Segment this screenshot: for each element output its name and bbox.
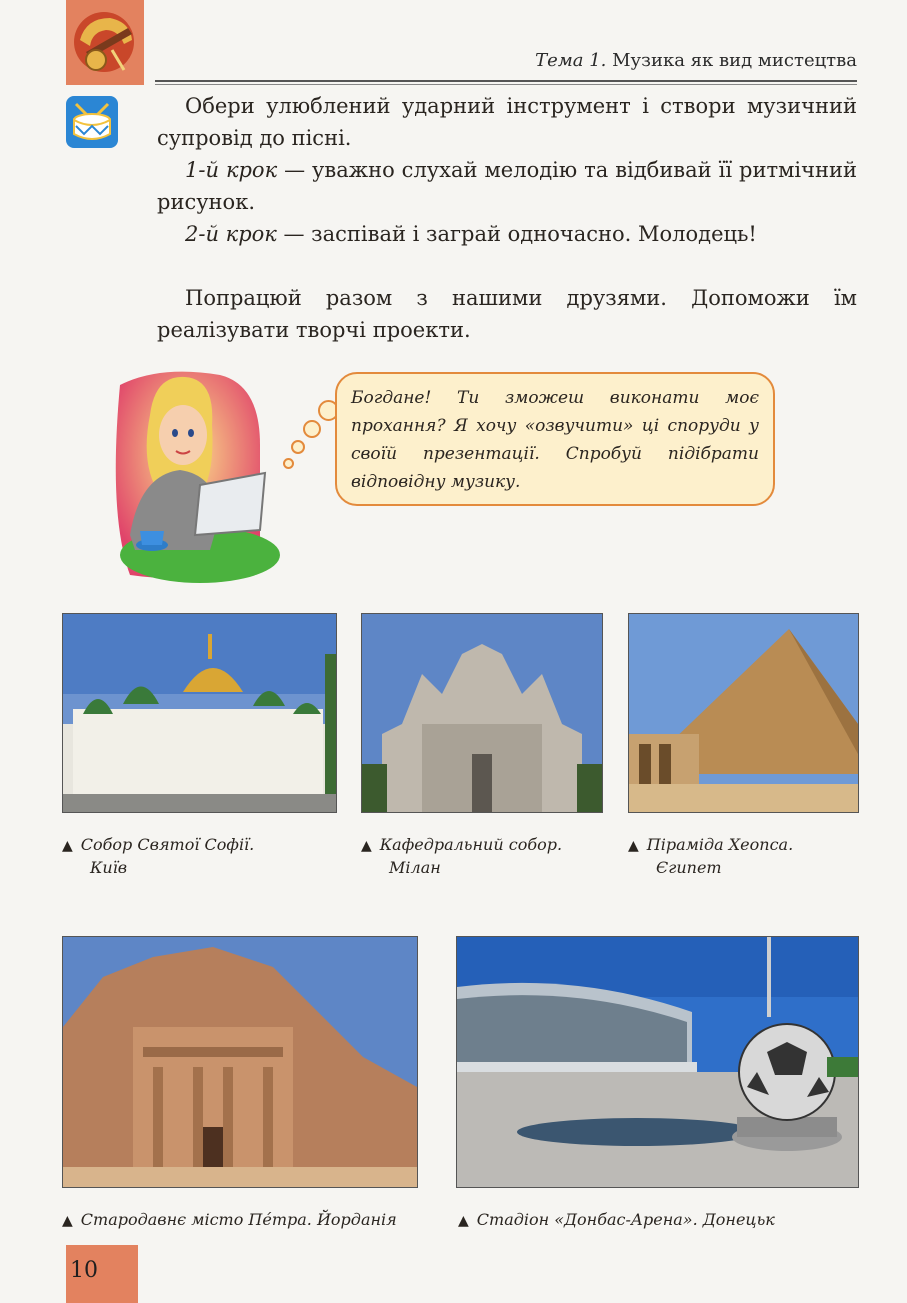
caption-marker: ▲ [62, 1213, 73, 1229]
chapter-title: Музика як вид мистецтва [612, 50, 857, 71]
drum-icon [66, 96, 118, 148]
photo-st-sophia-cathedral [62, 613, 337, 813]
caption-marker: ▲ [628, 838, 639, 854]
photo-petra [62, 936, 418, 1188]
caption-pyramid-line2: Єгипет [656, 858, 722, 877]
chapter-header [535, 50, 857, 71]
task-intro-text: Обери улюблений ударний інструмент і створи музичний супровід до пісні. [157, 94, 857, 150]
step-2-text: — заспівай і заграй одночасно. Молодець! [276, 222, 757, 246]
caption-milan [361, 834, 562, 879]
photo-pyramid-of-cheops [628, 613, 859, 813]
musical-instruments-emblem-icon [66, 0, 144, 85]
caption-pyramid-line1: Піраміда Хеопса. [646, 835, 794, 854]
step-1-label: 1-й крок [185, 158, 278, 182]
caption-milan-line2: Мілан [389, 858, 441, 877]
caption-st-sophia [62, 834, 254, 879]
caption-petra [62, 1209, 397, 1232]
thought-dot-3 [303, 420, 321, 438]
step-1-text: — уважно слухай мелодію та відбивай її ритмічний рисунок. [157, 158, 857, 214]
caption-petra-text: Стародавнє місто Пéтра. Йорданія [80, 1210, 397, 1229]
thought-dot-1 [283, 458, 294, 469]
girl-with-laptop-illustration [100, 365, 320, 590]
caption-st-sophia-line1: Собор Святої Софії. [80, 835, 255, 854]
task-step-2 [157, 218, 857, 250]
header-divider [155, 80, 857, 82]
caption-marker: ▲ [62, 838, 73, 854]
header-divider-thin [155, 84, 857, 85]
caption-pyramid [628, 834, 793, 879]
caption-st-sophia-line2: Київ [90, 858, 128, 877]
caption-milan-line1: Кафедральний собор. [379, 835, 563, 854]
photo-milan-cathedral [361, 613, 603, 813]
page-number: 10 [70, 1258, 98, 1283]
friends-text: Попрацюй разом з нашими друзями. Допоможи їм реалізувати творчі проекти. [157, 286, 857, 342]
step-2-label: 2-й крок [185, 222, 277, 246]
friends-paragraph [157, 282, 857, 346]
caption-marker: ▲ [458, 1213, 469, 1229]
chapter-label: Тема 1. [535, 50, 607, 71]
caption-marker: ▲ [361, 838, 372, 854]
caption-donbass-arena [458, 1209, 775, 1232]
thought-dot-2 [291, 440, 305, 454]
speech-bubble-text: Богдане! Ти зможеш виконати моє прохання? Я хочу «озвучити» ці споруди у своїй презентації. Спробуй підібрати відповідну музику. [351, 388, 759, 492]
speech-bubble [335, 372, 775, 506]
task-intro [157, 90, 857, 154]
caption-donbass-arena-text: Стадіон «Донбас-Арена». Донецьк [476, 1210, 775, 1229]
task-step-1 [157, 154, 857, 218]
photo-donbass-arena [456, 936, 859, 1188]
